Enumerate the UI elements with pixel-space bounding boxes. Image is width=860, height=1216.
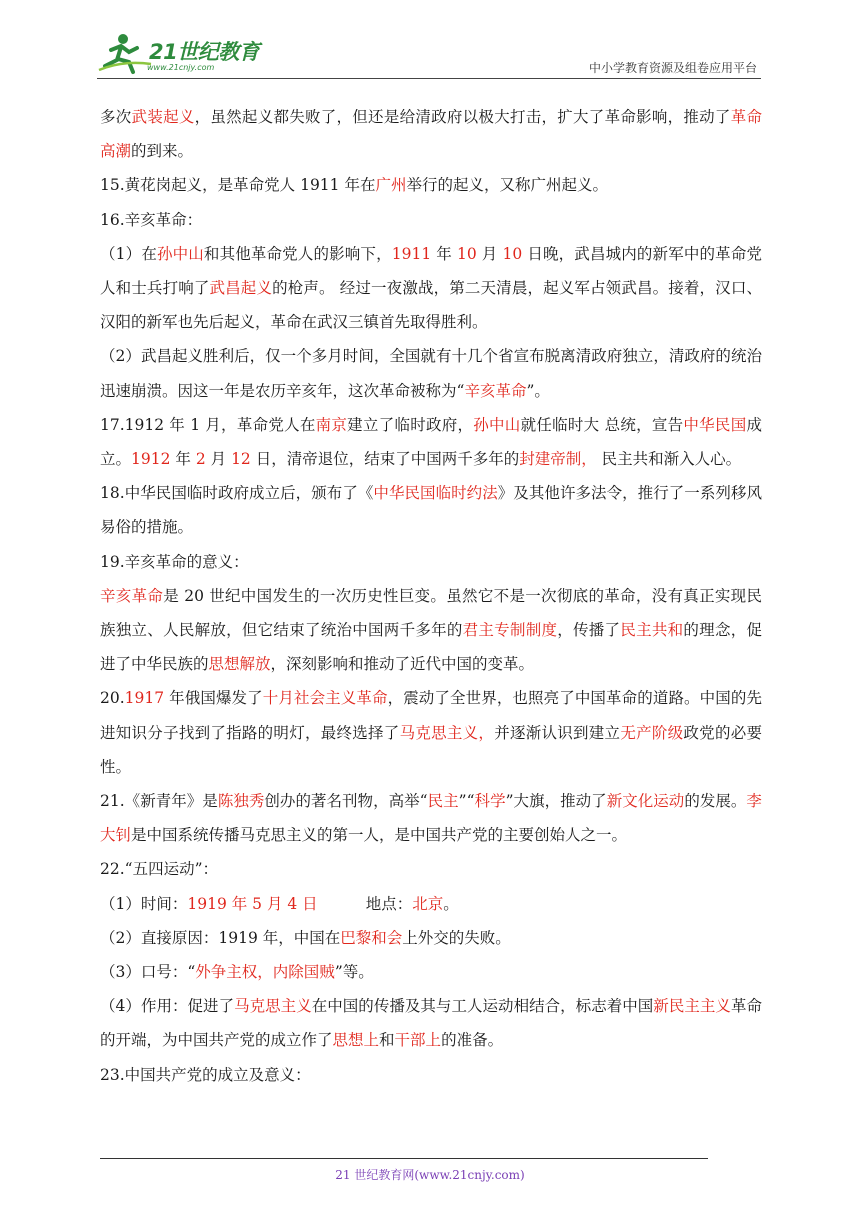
highlighted-term: 无产阶级 bbox=[620, 723, 684, 742]
text-run: 20. bbox=[100, 689, 125, 708]
highlighted-term: 辛亥革命 bbox=[464, 381, 527, 400]
paragraph bbox=[100, 784, 762, 852]
paragraph bbox=[100, 681, 762, 784]
text-run: 的枪声。 经过一夜激战，第二天清晨，起义军占领武昌。接着，汉口、汉阳的新军也先后起义，革命在武汉三镇首先取得胜利。 bbox=[100, 279, 762, 332]
highlighted-term: 干部上 bbox=[394, 1031, 442, 1050]
text-run: 是 20 世纪中国发生的一次历史性巨变。虽然它不是一次彻底的革命，没有真正实现民族独立、人民解放，但它结束了统治中国两千多年的 bbox=[100, 586, 762, 640]
highlighted-term: 思想解放 bbox=[208, 655, 271, 674]
text-run: 地点： bbox=[365, 894, 413, 913]
text-run: 日，清帝退位，结束了中国两千多年的 bbox=[250, 450, 520, 469]
highlighted-term: 外争主权，内除国贼 bbox=[195, 963, 335, 982]
text-run: ”。 bbox=[526, 381, 550, 400]
text-run: 21.《新青年》是 bbox=[100, 792, 218, 811]
text-run: 民主共和渐入人心。 bbox=[596, 450, 742, 469]
text-run: ，震动了全世界，也照亮了中国革命的道路。中国的先进知识分子找到了指路的明灯，最终选择了 bbox=[100, 689, 762, 742]
text-run: 建立了临时政府， bbox=[347, 415, 474, 434]
highlighted-term: 中华民国临时约法 bbox=[373, 484, 498, 503]
text-run: 的理念，促进了中华民族的 bbox=[100, 621, 762, 674]
text-run: （1）时间： bbox=[100, 894, 188, 913]
highlighted-term: 武装起义 bbox=[131, 108, 195, 126]
highlighted-term: 武昌起义 bbox=[209, 279, 273, 298]
highlighted-term: 12 bbox=[231, 450, 251, 469]
highlighted-term: 辛亥革命 bbox=[100, 586, 164, 605]
text-run: 上外交的失败。 bbox=[402, 928, 511, 947]
paragraph bbox=[100, 1058, 762, 1092]
text-run: ”“ bbox=[458, 792, 475, 811]
text-run: 成立。 bbox=[100, 415, 762, 469]
text-run: 年俄国爆发了 bbox=[164, 689, 263, 708]
text-run: 的到来。 bbox=[131, 142, 194, 161]
highlighted-term: 1917 bbox=[124, 689, 165, 708]
highlighted-term: 科学 bbox=[474, 792, 506, 811]
text-run: 。 bbox=[443, 894, 459, 913]
text-run: 并逐渐认识到建立 bbox=[494, 723, 621, 742]
text-run: ，传播了 bbox=[557, 621, 621, 640]
highlighted-term: 革命高潮 bbox=[100, 108, 762, 161]
paragraph bbox=[100, 921, 762, 955]
highlighted-term: 中华民国 bbox=[683, 415, 747, 434]
text-run: （3）口号：“ bbox=[100, 963, 196, 982]
paragraph bbox=[100, 545, 762, 579]
runner-logo-icon bbox=[97, 30, 153, 76]
highlighted-term: 南京 bbox=[315, 415, 348, 434]
text-run: 月 bbox=[476, 244, 503, 263]
highlighted-term: 新文化运动 bbox=[606, 792, 685, 811]
paragraph bbox=[100, 989, 762, 1057]
paragraph bbox=[100, 100, 762, 168]
page-footer: 21 世纪教育网(www.21cnjy.com) bbox=[335, 1168, 525, 1182]
text-run: 日晚，武昌城内的新军中的革命党人和士兵打响了 bbox=[100, 244, 762, 298]
highlighted-term: 广州 bbox=[375, 176, 407, 195]
text-run: 创办的著名刊物，高举“ bbox=[264, 792, 428, 811]
paragraph bbox=[100, 408, 762, 476]
text-run: 22.“五四运动”： bbox=[100, 860, 218, 879]
platform-tagline: 中小学教育资源及组卷应用平台 bbox=[588, 61, 757, 75]
paragraph bbox=[100, 237, 762, 340]
text-run: 23.中国共产党的成立及意义： bbox=[100, 1065, 311, 1084]
paragraph bbox=[100, 168, 762, 202]
highlighted-term: 马克思主义 bbox=[234, 997, 312, 1016]
highlighted-term: 1912 bbox=[131, 450, 171, 469]
text-run: 在中国的传播及其与工人运动相结合，标志着中国 bbox=[311, 997, 654, 1016]
text-run: 举行的起义，又称广州起义。 bbox=[406, 176, 608, 195]
site-logo[interactable] bbox=[97, 30, 272, 76]
text-run: 16.辛亥革命： bbox=[100, 210, 203, 229]
text-run: 革命的开端，为中国共产党的成立作了 bbox=[100, 997, 762, 1050]
highlighted-term: 孙中山 bbox=[156, 244, 204, 263]
text-run: 和其他革命党人的影响下， bbox=[203, 244, 392, 263]
text-run: 的发展。 bbox=[684, 792, 747, 811]
text-run: ”大旗，推动了 bbox=[505, 792, 607, 811]
highlighted-term: 十月社会主义革命 bbox=[262, 689, 388, 708]
text-run: （2）武昌起义胜利后，仅一个多月时间，全国就有十几个省宣布脱离清政府独立，清政府的统治迅速崩溃。因这一年是农历辛亥年，这次革命被称为“ bbox=[100, 347, 762, 400]
highlighted-term: 封建帝制， bbox=[519, 450, 597, 469]
text-run: （2）直接原因：1919 年，中国在 bbox=[100, 928, 341, 947]
footer-divider bbox=[100, 1158, 708, 1159]
highlighted-term: 北京 bbox=[412, 894, 444, 913]
logo-text: 21世纪教育 bbox=[149, 40, 260, 64]
text-run: 月 bbox=[205, 450, 232, 469]
paragraph bbox=[100, 476, 762, 544]
document-body bbox=[100, 100, 762, 1092]
text-run: 的准备。 bbox=[441, 1031, 504, 1050]
text-run: 》及其他许多法令，推行了一系列移风易俗的措施。 bbox=[100, 484, 762, 537]
logo-url: www.21cnjy.com bbox=[147, 63, 215, 72]
paragraph bbox=[100, 579, 762, 682]
highlighted-term: 孙中山 bbox=[473, 415, 521, 434]
highlighted-term: 君主专制制度 bbox=[462, 621, 558, 640]
paragraph bbox=[100, 955, 762, 989]
text-run: ，深刻影响和推动了近代中国的变革。 bbox=[270, 655, 535, 674]
text-run: 17.1912 年 1 月，革命党人在 bbox=[100, 415, 316, 434]
page-header bbox=[97, 30, 761, 82]
highlighted-term: 陈独秀 bbox=[217, 792, 265, 811]
text-run: 18.中华民国临时政府成立后，颁布了《 bbox=[100, 484, 374, 503]
text-run: 19.辛亥革命的意义： bbox=[100, 552, 249, 571]
highlighted-term: 新民主主义 bbox=[653, 997, 731, 1016]
text-run: 15.黄花岗起义，是革命党人 1911 年在 bbox=[100, 176, 376, 195]
text-run: 就任临时大 总统，宣告 bbox=[520, 415, 684, 434]
highlighted-term: 10 bbox=[502, 244, 523, 263]
highlighted-term: 巴黎和会 bbox=[340, 928, 403, 947]
header-divider bbox=[97, 78, 761, 79]
text-run: ，虽然起义都失败了，但还是给清政府以极大打击，扩大了革命影响，推动了 bbox=[194, 108, 731, 126]
text-run: 年 bbox=[170, 450, 196, 469]
paragraph bbox=[100, 203, 762, 237]
text-run: （1）在 bbox=[100, 244, 157, 263]
highlighted-term: 10 bbox=[457, 244, 477, 263]
text-run: 是中国系统传播马克思主义的第一人，是中国共产党的主要创始人之一。 bbox=[131, 826, 628, 845]
text-run: （4）作用：促进了 bbox=[100, 997, 235, 1016]
highlighted-term: 思想上 bbox=[332, 1031, 380, 1050]
highlighted-term: 马克思主义， bbox=[399, 723, 495, 742]
text-run: ”等。 bbox=[334, 963, 374, 982]
text-run: 和 bbox=[379, 1031, 395, 1050]
highlighted-term: 民主 bbox=[427, 792, 459, 811]
text-run: 多次 bbox=[100, 108, 132, 126]
paragraph bbox=[100, 852, 762, 886]
paragraph bbox=[100, 339, 762, 407]
paragraph bbox=[100, 887, 762, 921]
text-run: 年 bbox=[431, 244, 457, 263]
highlighted-term: 1919 年 5 月 4 日 bbox=[187, 894, 318, 913]
highlighted-term: 李大钊 bbox=[100, 792, 762, 845]
highlighted-term: 1911 bbox=[391, 244, 432, 263]
text-run: 政党的必要性。 bbox=[100, 723, 762, 776]
highlighted-term: 2 bbox=[195, 450, 206, 469]
highlighted-term: 民主共和 bbox=[620, 621, 684, 640]
